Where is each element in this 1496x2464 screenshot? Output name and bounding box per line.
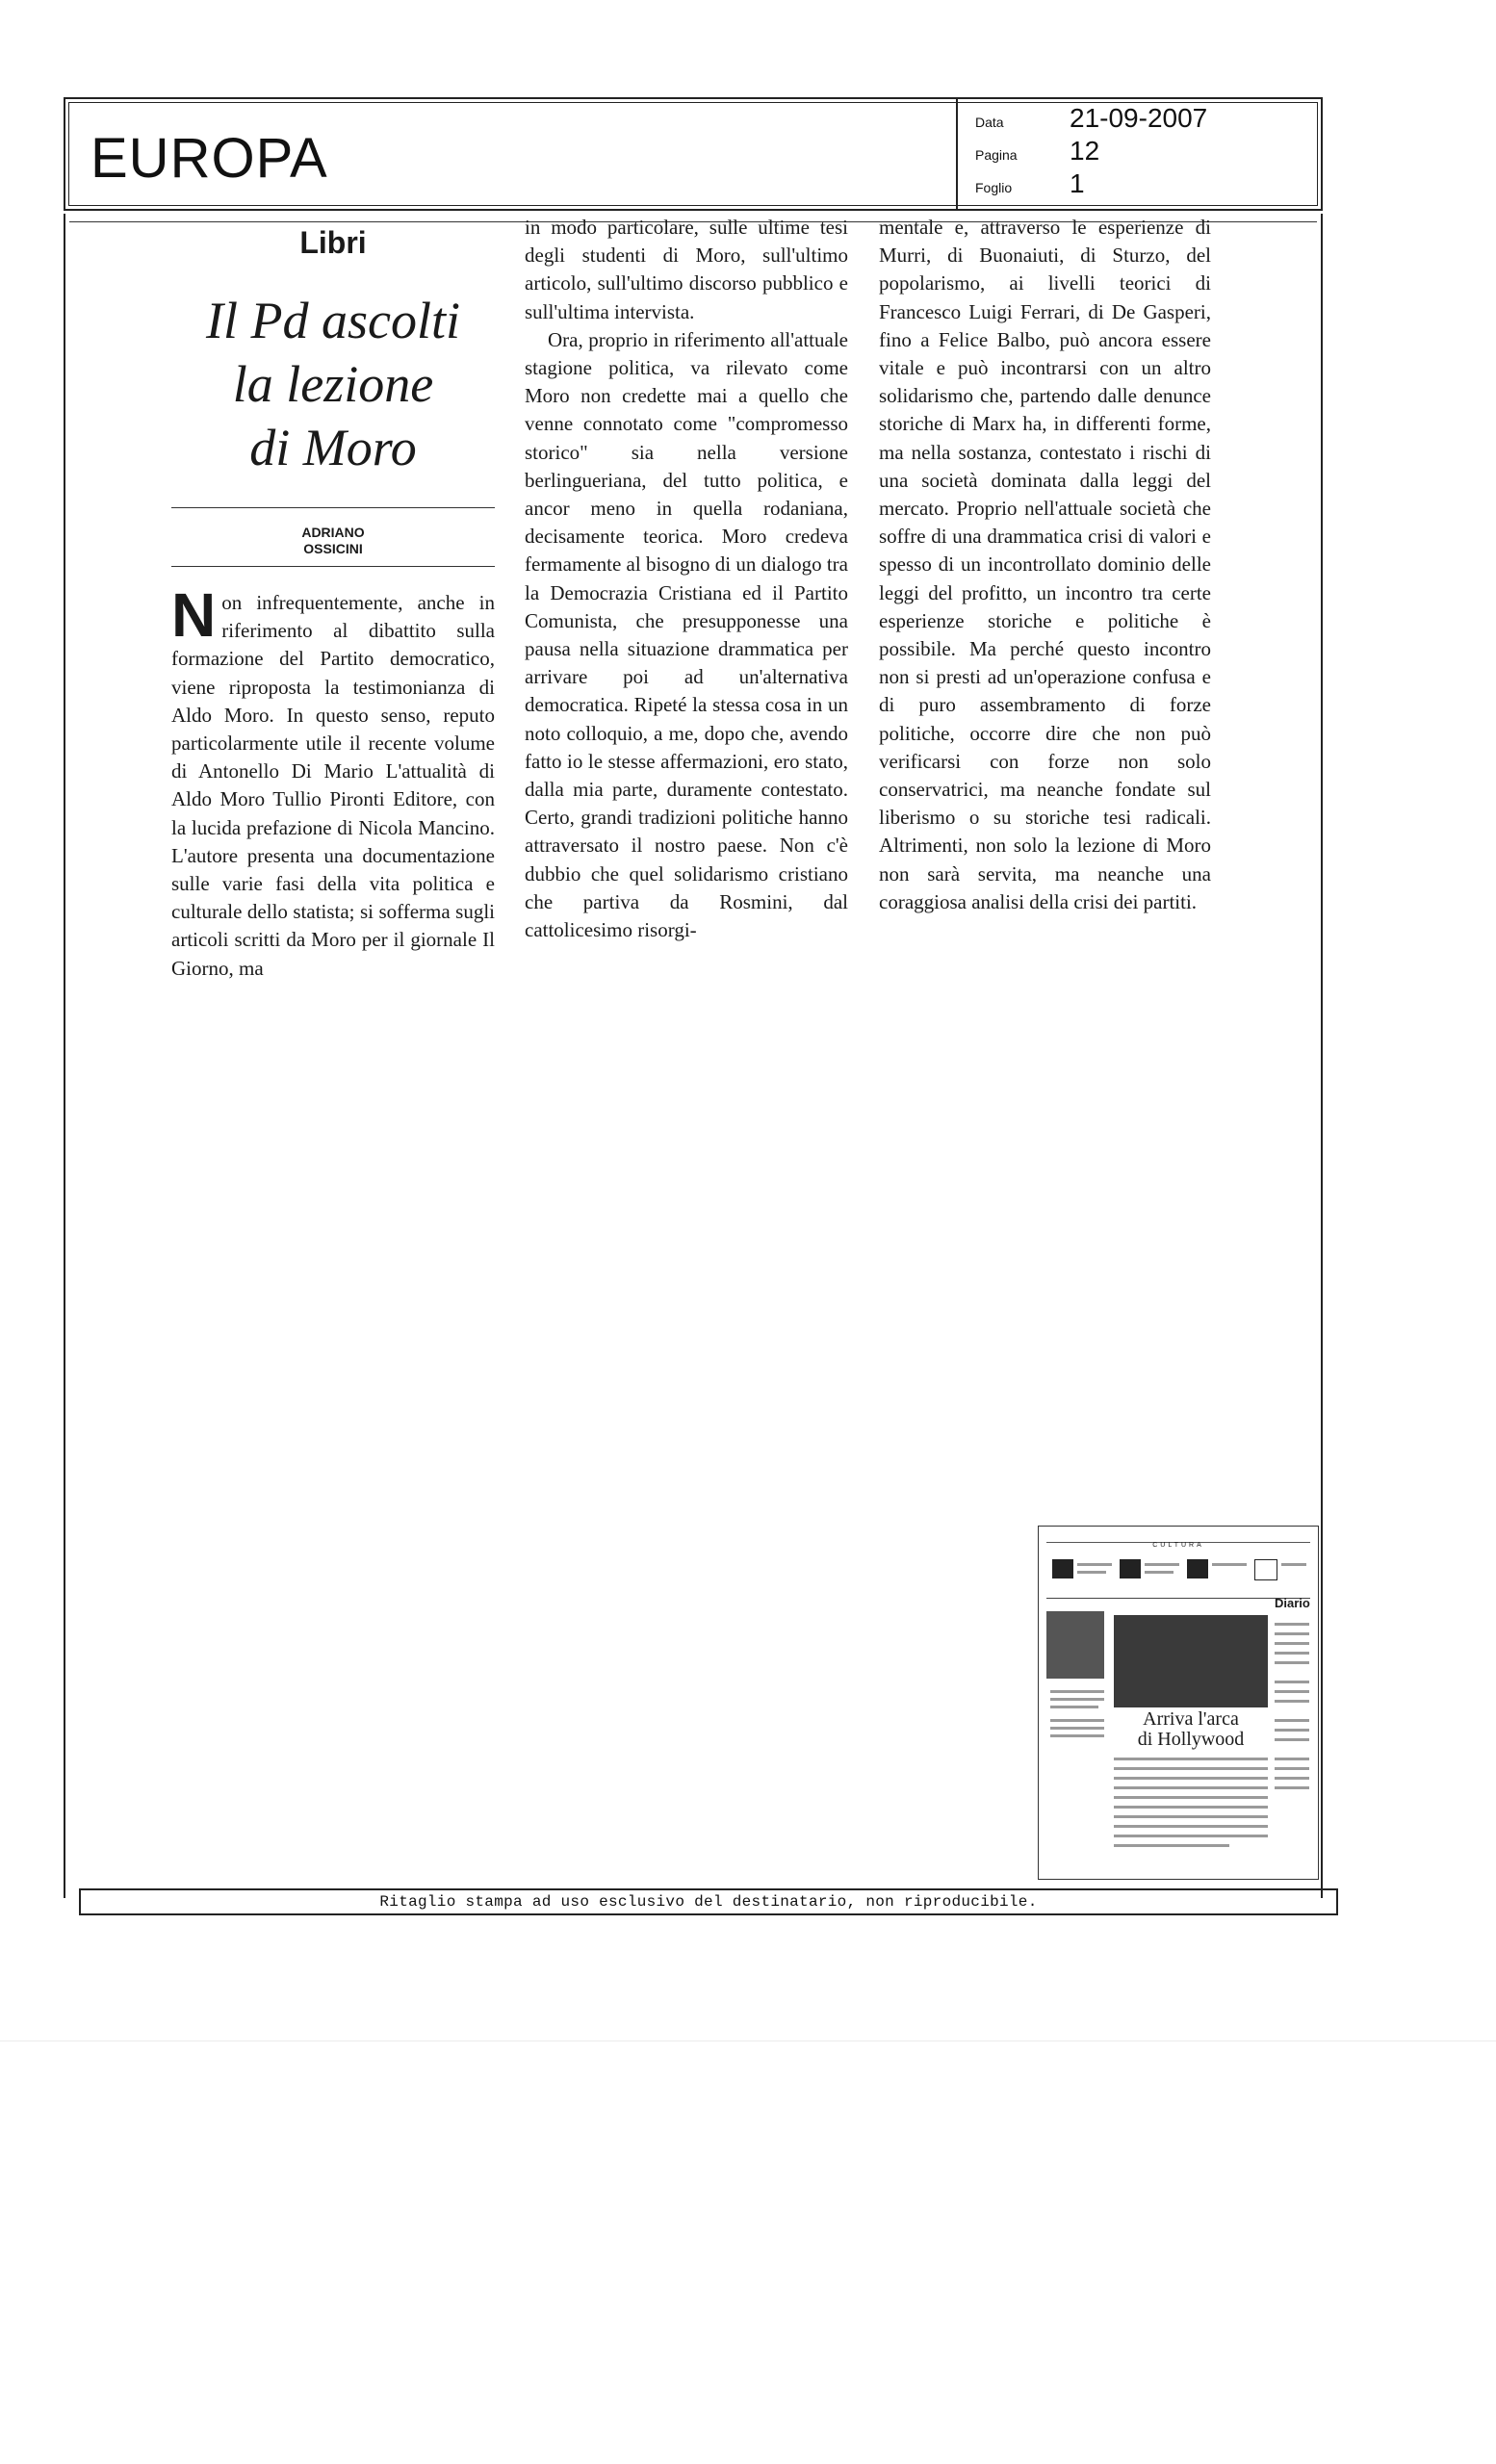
thumbnail-text-line — [1050, 1727, 1104, 1730]
thumbnail-text-line — [1114, 1806, 1268, 1809]
thumbnail-text-line — [1275, 1690, 1309, 1693]
thumbnail-side-image — [1046, 1611, 1104, 1679]
date-value: 21-09-2007 — [1070, 103, 1208, 133]
sheet-row — [975, 168, 1085, 199]
thumbnail-text-line — [1050, 1734, 1104, 1737]
thumbnail-block — [1120, 1559, 1141, 1578]
thumbnail-sidebar-title: Diario — [1275, 1596, 1310, 1610]
article-column-3 — [879, 214, 1211, 916]
thumbnail-top-strip — [1046, 1553, 1310, 1599]
thumbnail-photo — [1114, 1615, 1268, 1707]
thumbnail-text-line — [1145, 1571, 1174, 1574]
clipping-footer — [79, 1888, 1338, 1915]
drop-cap: N — [171, 580, 217, 650]
headline — [171, 289, 495, 479]
thumbnail-text-line — [1114, 1815, 1268, 1818]
publication-name: EUROPA — [90, 127, 328, 190]
thumbnail-text-line — [1114, 1835, 1268, 1837]
thumbnail-text-line — [1275, 1767, 1309, 1770]
thumbnail-text-line — [1275, 1681, 1309, 1683]
section-label: Libri — [299, 225, 367, 260]
masthead-box — [64, 97, 1323, 211]
headline-line: Il Pd ascolti — [206, 292, 460, 349]
thumbnail-text-line — [1275, 1642, 1309, 1645]
column-3-paragraph: mentale e, attraverso le esperienze di Murri, di Buonaiuti, di Sturzo, del popolarismo, ai livelli teorici di Francesco Luigi Ferrari, di De Gasperi, fino a Felice Balbo, può ancora essere vitale e può incontrarsi con un altro solidarismo che, partendo dalle denunce storiche di Marx ha, in differenti forme, ma nella sostanza, contestato i rischi di una società dominata dalla leggi del mercato. Proprio nell'attuale società che soffre di una drammatica crisi di valori e spesso di un incontrollato dominio delle leggi del profitto, un incontro tra certe esperienze storiche e politiche è possibile. Ma perché questo incontro non si presti ad un'operazione confusa e di puro assembramento di forze politiche, occorre dire che non può verificarsi con forze non solo conservatrici, ma neanche fondate sul liberismo o su storiche tesi radicali. Altrimenti, non solo la lezione di Moro non sarà servita, ma neanche una coraggiosa analisi della crisi dei partiti. — [879, 216, 1211, 913]
thumbnail-text-line — [1145, 1563, 1179, 1566]
article-column-1 — [171, 580, 495, 983]
thumbnail-text-line — [1077, 1571, 1106, 1574]
thumbnail-text-line — [1212, 1563, 1247, 1566]
thumbnail-text-line — [1275, 1652, 1309, 1655]
thumbnail-section-title: CULTURA — [1152, 1542, 1204, 1549]
page-row — [975, 136, 1099, 167]
page-thumbnail — [1038, 1526, 1319, 1880]
thumbnail-text-line — [1050, 1719, 1104, 1722]
article-column-2 — [525, 214, 848, 944]
thumbnail-text-line — [1114, 1796, 1268, 1799]
thumbnail-text-line — [1275, 1719, 1309, 1722]
thumbnail-text-line — [1275, 1729, 1309, 1732]
clipping-metadata — [975, 99, 1303, 209]
thumbnail-text-line — [1275, 1632, 1309, 1635]
author-last-name: OSSICINI — [303, 541, 363, 556]
thumbnail-text-line — [1275, 1623, 1309, 1626]
sheet-label: Foglio — [975, 180, 1013, 195]
thumbnail-block — [1052, 1559, 1073, 1578]
thumbnail-text-line — [1275, 1738, 1309, 1741]
thumbnail-text-line — [1281, 1563, 1306, 1566]
sheet-value: 1 — [1070, 168, 1085, 198]
thumbnail-text-line — [1050, 1690, 1104, 1693]
byline-rule-top — [171, 507, 495, 508]
thumbnail-text-line — [1114, 1844, 1229, 1847]
thumbnail-text-line — [1114, 1786, 1268, 1789]
thumbnail-text-line — [1077, 1563, 1112, 1566]
author-byline — [171, 525, 495, 557]
thumbnail-text-line — [1275, 1777, 1309, 1780]
author-first-name: ADRIANO — [301, 525, 365, 540]
thumbnail-text-line — [1050, 1698, 1104, 1701]
thumbnail-text-line — [1114, 1767, 1268, 1770]
headline-line: di Moro — [249, 419, 417, 476]
column-2-paragraph: in modo particolare, sulle ultime tesi degli studenti di Moro, sull'ultimo articolo, sull'ultimo discorso pubblico e sull'ultima intervista. — [525, 216, 848, 323]
reproduction-notice: Ritaglio stampa ad uso esclusivo del destinatario, non riproducibile. — [379, 1893, 1038, 1911]
thumbnail-text-line — [1114, 1825, 1268, 1828]
thumbnail-text-line — [1114, 1777, 1268, 1780]
thumbnail-block — [1187, 1559, 1208, 1578]
date-label: Data — [975, 115, 1004, 130]
thumbnail-headline-line: Arriva l'arca — [1143, 1708, 1239, 1730]
page-label: Pagina — [975, 147, 1018, 163]
masthead-divider — [956, 99, 958, 209]
headline-line: la lezione — [232, 355, 434, 413]
thumbnail-text-line — [1114, 1758, 1268, 1760]
thumbnail-headline — [1114, 1709, 1268, 1750]
column-2-paragraph: Ora, proprio in riferimento all'attuale stagione politica, va rilevato come Moro non credette mai a quello che venne connotato come "compromesso storico" sia nella versione berlingueriana, del tutto politica, e ancor meno in quella rodaniana, decisamente teorica. Moro credeva fermamente al bisogno di un dialogo tra la Democrazia Cristiana ed il Partito Comunista, che presupponesse una pausa nella situazione drammatica per arrivare poi ad un'alternativa democratica. Ripeté la stessa cosa in un noto colloquio, a me, dopo che, avendo fatto io le stesse affermazioni, ero stato, dalla mia parte, duramente contestato. Certo, grandi tradizioni politiche hanno attraversato il nostro paese. Non c'è dubbio che quel solidarismo cristiano che partiva da Rosmini, dal cattolicesimo risorgi- — [525, 327, 848, 942]
byline-rule-bottom — [171, 566, 495, 567]
column-1-text: on infrequentemente, anche in riferimento al dibattito sulla formazione del Partito democratico, viene riproposta la testimonianza di Aldo Moro. In questo senso, reputo particolarmente utile il recente volume di Antonello Di Mario L'attualità di Aldo Moro Tullio Pironti Editore, con la lucida prefazione di Nicola Mancino. L'autore presenta una documentazione sulle varie fasi della vita politica e culturale dello statista; si sofferma sugli articoli scritti da Moro per il giornale Il Giorno, ma — [171, 591, 495, 980]
thumbnail-block — [1254, 1559, 1277, 1580]
thumbnail-text-line — [1275, 1786, 1309, 1789]
page-value: 12 — [1070, 136, 1100, 166]
thumbnail-headline-line: di Hollywood — [1137, 1729, 1245, 1750]
thumbnail-text-line — [1275, 1700, 1309, 1703]
date-row — [975, 103, 1207, 134]
thumbnail-text-line — [1275, 1661, 1309, 1664]
thumbnail-text-line — [1275, 1758, 1309, 1760]
thumbnail-text-line — [1050, 1706, 1098, 1708]
